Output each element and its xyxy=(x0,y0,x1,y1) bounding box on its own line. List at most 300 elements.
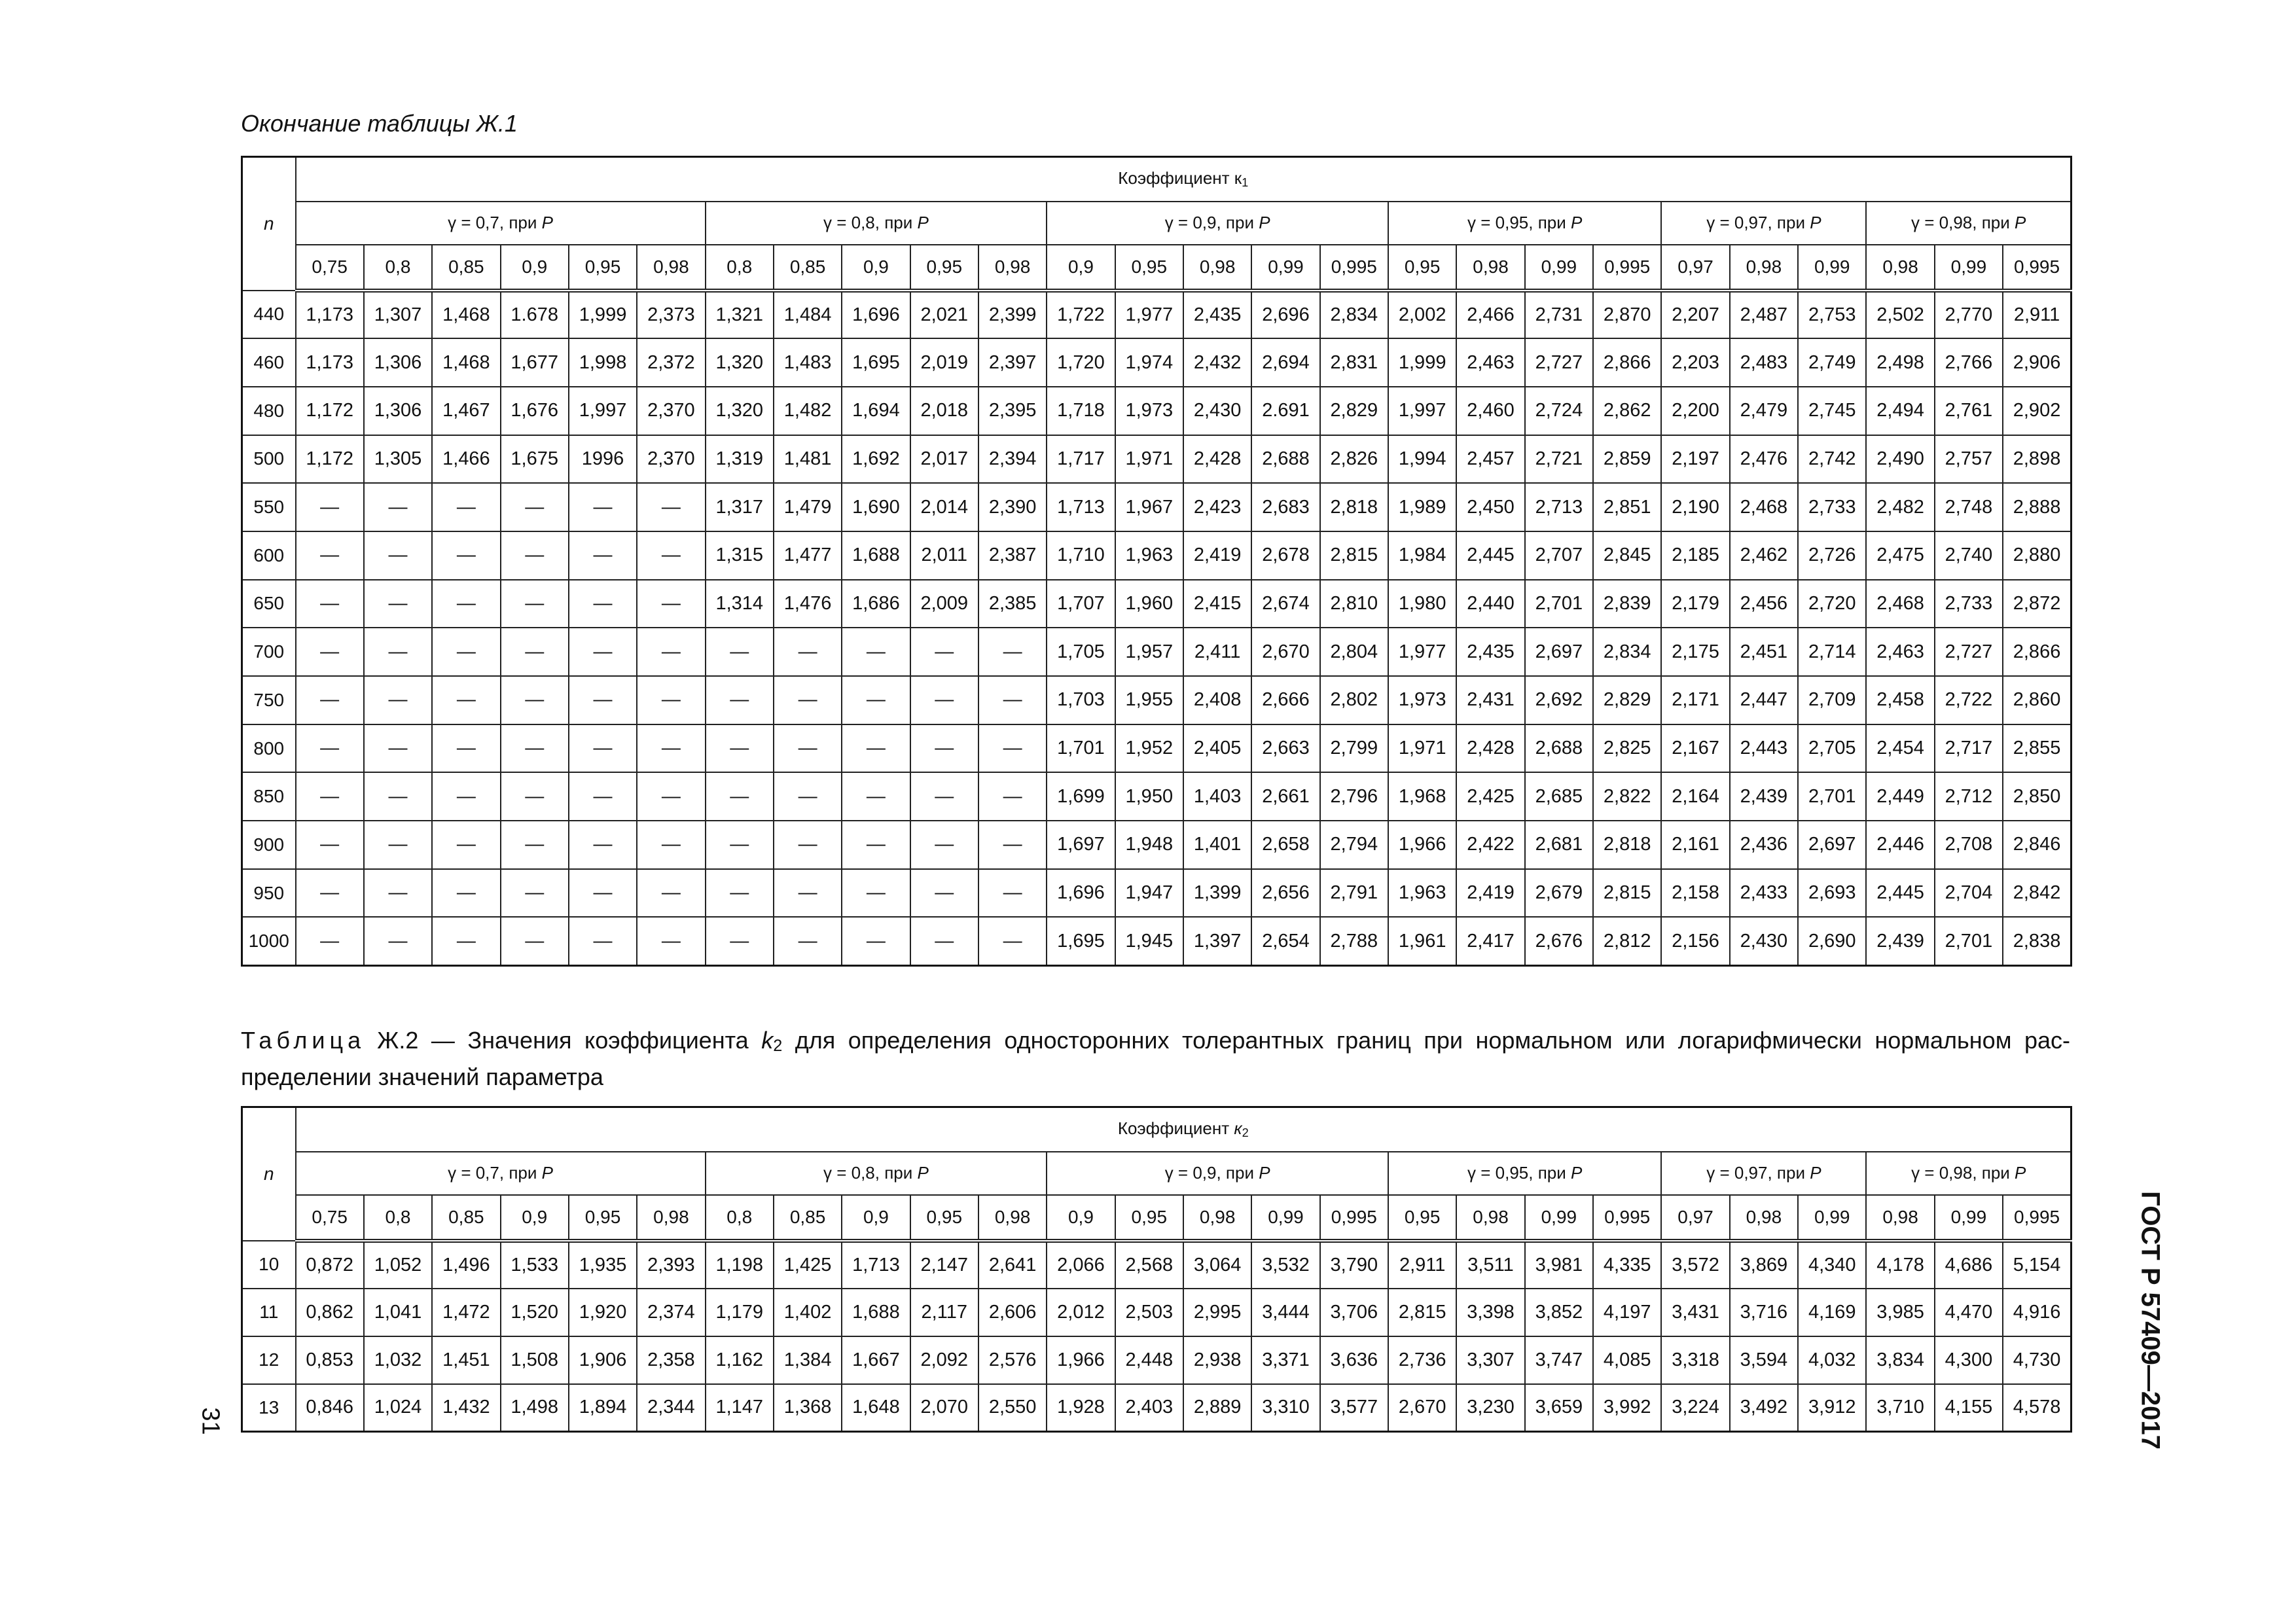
table-cell: 2,826 xyxy=(1320,435,1388,484)
table-cell: 1,052 xyxy=(364,1241,432,1289)
table-cell: — xyxy=(569,531,637,580)
table-cell: 1,173 xyxy=(296,291,364,339)
table-cell: — xyxy=(296,531,364,580)
table-cell: 2,690 xyxy=(1798,917,1866,965)
table-row xyxy=(242,917,2072,965)
n-column-header: n xyxy=(242,157,296,291)
table-row xyxy=(242,1336,2072,1384)
table-cell: 3,577 xyxy=(1320,1384,1388,1432)
table-cell: 2,372 xyxy=(637,338,705,387)
table-cell: — xyxy=(364,772,432,821)
row-n-cell: 10 xyxy=(242,1241,296,1289)
gamma-group-header: γ = 0,8, при P xyxy=(706,202,1047,245)
table-cell: 2,203 xyxy=(1661,338,1729,387)
table-cell: 2,722 xyxy=(1935,676,2003,724)
table-cell: — xyxy=(501,676,569,724)
p-value-header: 0,98 xyxy=(637,245,705,291)
table-cell: 2,468 xyxy=(1866,580,1934,628)
table-cell: 2,021 xyxy=(910,291,978,339)
gamma-group-header: γ = 0,7, при P xyxy=(296,202,706,245)
table-cell: — xyxy=(978,628,1047,676)
table-cell: 2,179 xyxy=(1661,580,1729,628)
table-cell: 2,663 xyxy=(1251,724,1319,773)
p-value-header: 0,95 xyxy=(1115,245,1183,291)
coefficient-header: Коэффициент $к_2$ xyxy=(296,1107,2072,1152)
table-cell: 2,156 xyxy=(1661,917,1729,965)
table-cell: 2,468 xyxy=(1730,483,1798,531)
table-cell: 2,788 xyxy=(1320,917,1388,965)
table-cell: 2,791 xyxy=(1320,869,1388,918)
table-cell: 1,675 xyxy=(501,435,569,484)
table-cell: 2,727 xyxy=(1935,628,2003,676)
table-cell: 2,502 xyxy=(1866,291,1934,339)
table-cell: 2,490 xyxy=(1866,435,1934,484)
table-cell: 2,207 xyxy=(1661,291,1729,339)
caption-text-before: Ж.2 — Значения коэффициента xyxy=(377,1027,762,1054)
table-cell: 2,701 xyxy=(1798,772,1866,821)
table-cell: 1,032 xyxy=(364,1336,432,1384)
table-row xyxy=(242,1384,2072,1432)
table-cell: — xyxy=(296,628,364,676)
table-cell: 3,710 xyxy=(1866,1384,1934,1432)
table-cell: 2,911 xyxy=(1388,1241,1456,1289)
table-cell: 2,818 xyxy=(1593,821,1661,869)
table-cell: 2,688 xyxy=(1251,435,1319,484)
table-cell: 1,667 xyxy=(842,1336,910,1384)
table-cell: — xyxy=(296,580,364,628)
table-cell: 2,839 xyxy=(1593,580,1661,628)
p-value-header: 0,98 xyxy=(978,1195,1047,1241)
table-cell: — xyxy=(296,869,364,918)
table-cell: 1,508 xyxy=(501,1336,569,1384)
table-cell: 3,532 xyxy=(1251,1241,1319,1289)
table-cell: — xyxy=(432,580,500,628)
n-column-header: n xyxy=(242,1107,296,1241)
table-cell: 2,482 xyxy=(1866,483,1934,531)
table-cell: 4,578 xyxy=(2003,1384,2071,1432)
table-cell: 1,320 xyxy=(706,338,774,387)
p-value-header: 0,8 xyxy=(364,245,432,291)
table-cell: 2,766 xyxy=(1935,338,2003,387)
table-cell: 1,468 xyxy=(432,291,500,339)
table-cell: 3,224 xyxy=(1661,1384,1729,1432)
table-row xyxy=(242,869,2072,918)
table-cell: 1,707 xyxy=(1047,580,1115,628)
table-cell: 1,690 xyxy=(842,483,910,531)
table-cell: 1,307 xyxy=(364,291,432,339)
table-cell: — xyxy=(364,580,432,628)
table-cell: 2,117 xyxy=(910,1289,978,1336)
table-cell: 1,997 xyxy=(569,387,637,435)
table-cell: 1.678 xyxy=(501,291,569,339)
row-n-cell: 13 xyxy=(242,1384,296,1432)
row-n-cell: 440 xyxy=(242,291,296,339)
table-cell: 2,850 xyxy=(2003,772,2071,821)
p-value-header: 0,98 xyxy=(1183,245,1251,291)
table-cell: 2,435 xyxy=(1456,628,1524,676)
table-cell: 1,451 xyxy=(432,1336,500,1384)
table-cell: — xyxy=(637,772,705,821)
table-cell: 2,419 xyxy=(1456,869,1524,918)
p-value-header: 0,98 xyxy=(637,1195,705,1241)
table-cell: 1,179 xyxy=(706,1289,774,1336)
table-cell: 2,709 xyxy=(1798,676,1866,724)
p-value-header: 0,99 xyxy=(1525,1195,1593,1241)
table-cell: 2,175 xyxy=(1661,628,1729,676)
table-cell: 1,722 xyxy=(1047,291,1115,339)
table-cell: — xyxy=(978,917,1047,965)
table-cell: 2,428 xyxy=(1183,435,1251,484)
table-cell: — xyxy=(364,483,432,531)
table-cell: 1,468 xyxy=(432,338,500,387)
table-cell: — xyxy=(569,483,637,531)
table-cell: 1,973 xyxy=(1388,676,1456,724)
gamma-group-header: γ = 0,98, при P xyxy=(1866,202,2071,245)
p-value-header: 0,9 xyxy=(501,1195,569,1241)
table-cell: 2,417 xyxy=(1456,917,1524,965)
table-cell: 2,731 xyxy=(1525,291,1593,339)
row-n-cell: 500 xyxy=(242,435,296,484)
table-zh2-caption xyxy=(241,1025,2070,1093)
table-cell: 2,397 xyxy=(978,338,1047,387)
table-cell: 2,387 xyxy=(978,531,1047,580)
table-cell: 1,699 xyxy=(1047,772,1115,821)
table-cell: — xyxy=(842,628,910,676)
table-cell: 1,713 xyxy=(842,1241,910,1289)
table-cell: 4,340 xyxy=(1798,1241,1866,1289)
table-cell: 1,718 xyxy=(1047,387,1115,435)
table-cell: 2,431 xyxy=(1456,676,1524,724)
table-cell: — xyxy=(501,821,569,869)
table-cell: 1,402 xyxy=(774,1289,842,1336)
table-cell: 2,460 xyxy=(1456,387,1524,435)
table-cell: 2,449 xyxy=(1866,772,1934,821)
table-cell: 2,911 xyxy=(2003,291,2071,339)
p-value-header: 0,85 xyxy=(432,1195,500,1241)
table-cell: 1,977 xyxy=(1115,291,1183,339)
table-cell: 1,024 xyxy=(364,1384,432,1432)
table-cell: 2,445 xyxy=(1456,531,1524,580)
table-cell: 2,568 xyxy=(1115,1241,1183,1289)
table-cell: 1,980 xyxy=(1388,580,1456,628)
table-cell: — xyxy=(978,676,1047,724)
table-cell: 2,161 xyxy=(1661,821,1729,869)
table-cell: 2,701 xyxy=(1935,917,2003,965)
table-cell: 2,859 xyxy=(1593,435,1661,484)
table-cell: — xyxy=(774,821,842,869)
caption-subscript: 2 xyxy=(773,1037,783,1055)
table-cell: 2,727 xyxy=(1525,338,1593,387)
table-cell: 2,860 xyxy=(2003,676,2071,724)
table-cell: 1,520 xyxy=(501,1289,569,1336)
p-value-header: 0,9 xyxy=(1047,1195,1115,1241)
table-cell: 2,889 xyxy=(1183,1384,1251,1432)
table-cell: 1,977 xyxy=(1388,628,1456,676)
row-n-cell: 950 xyxy=(242,869,296,918)
table-cell: 2,845 xyxy=(1593,531,1661,580)
table-cell: 2,014 xyxy=(910,483,978,531)
table-cell: 1,998 xyxy=(569,338,637,387)
table-cell: 1,306 xyxy=(364,387,432,435)
p-value-header: 0,995 xyxy=(1320,1195,1388,1241)
table-cell: 2,717 xyxy=(1935,724,2003,773)
table-continuation-caption: Окончание таблицы Ж.1 xyxy=(241,110,518,137)
table-cell: 2,370 xyxy=(637,435,705,484)
table-cell: 4,197 xyxy=(1593,1289,1661,1336)
table-cell: 1,198 xyxy=(706,1241,774,1289)
table-cell: 2,825 xyxy=(1593,724,1661,773)
table-cell: — xyxy=(706,869,774,918)
row-n-cell: 750 xyxy=(242,676,296,724)
table-cell: 1,971 xyxy=(1388,724,1456,773)
table-cell: 2,440 xyxy=(1456,580,1524,628)
table-cell: 2,815 xyxy=(1593,869,1661,918)
table-cell: 1,973 xyxy=(1115,387,1183,435)
p-value-header: 0,995 xyxy=(2003,245,2071,291)
table-cell: — xyxy=(364,676,432,724)
table-cell: 2,654 xyxy=(1251,917,1319,965)
table-cell: 2,012 xyxy=(1047,1289,1115,1336)
table-cell: — xyxy=(364,917,432,965)
table-cell: 2,902 xyxy=(2003,387,2071,435)
table-cell: 3,852 xyxy=(1525,1289,1593,1336)
table-cell: 1,686 xyxy=(842,580,910,628)
p-value-header: 0,95 xyxy=(1388,245,1456,291)
table-cell: 1,467 xyxy=(432,387,500,435)
row-n-cell: 700 xyxy=(242,628,296,676)
p-value-header: 0,98 xyxy=(1183,1195,1251,1241)
table-cell: 2,822 xyxy=(1593,772,1661,821)
p-value-header: 0,995 xyxy=(1593,245,1661,291)
table-cell: 1,695 xyxy=(1047,917,1115,965)
table-cell: 2,701 xyxy=(1525,580,1593,628)
table-cell: 5,154 xyxy=(2003,1241,2071,1289)
table-cell: 2,753 xyxy=(1798,291,1866,339)
gamma-group-header: γ = 0,95, при P xyxy=(1388,202,1661,245)
p-value-header: 0,98 xyxy=(1456,1195,1524,1241)
table-cell: 1,147 xyxy=(706,1384,774,1432)
table-cell: — xyxy=(910,724,978,773)
table-cell: — xyxy=(432,676,500,724)
table-cell: — xyxy=(501,531,569,580)
row-n-cell: 850 xyxy=(242,772,296,821)
table-cell: 2,200 xyxy=(1661,387,1729,435)
table-cell: 2,815 xyxy=(1320,531,1388,580)
table-cell: 2,683 xyxy=(1251,483,1319,531)
table-cell: 1,967 xyxy=(1115,483,1183,531)
table-cell: 2,661 xyxy=(1251,772,1319,821)
table-cell: 2,842 xyxy=(2003,869,2071,918)
table-cell: 1,705 xyxy=(1047,628,1115,676)
p-value-header: 0,75 xyxy=(296,245,364,291)
table-cell: 2,606 xyxy=(978,1289,1047,1336)
table-cell: 1,974 xyxy=(1115,338,1183,387)
table-cell: — xyxy=(501,628,569,676)
p-value-header: 0,98 xyxy=(978,245,1047,291)
table-cell: 2,804 xyxy=(1320,628,1388,676)
table-cell: — xyxy=(296,917,364,965)
table-cell: — xyxy=(842,917,910,965)
table-cell: — xyxy=(569,917,637,965)
table-cell: 1,314 xyxy=(706,580,774,628)
table-cell: 2,432 xyxy=(1183,338,1251,387)
table-cell: 2,708 xyxy=(1935,821,2003,869)
table-cell: 2,164 xyxy=(1661,772,1729,821)
table-cell: 4,032 xyxy=(1798,1336,1866,1384)
table-cell: 3,834 xyxy=(1866,1336,1934,1384)
table-cell: 2,906 xyxy=(2003,338,2071,387)
table-cell: — xyxy=(842,772,910,821)
table-cell: 1,720 xyxy=(1047,338,1115,387)
gamma-group-header: γ = 0,95, при P xyxy=(1388,1152,1661,1195)
table-cell: — xyxy=(432,531,500,580)
table-cell: 2,395 xyxy=(978,387,1047,435)
table-cell: 2,641 xyxy=(978,1241,1047,1289)
table-cell: 1,894 xyxy=(569,1384,637,1432)
table-cell: 1,948 xyxy=(1115,821,1183,869)
table-cell: 2,393 xyxy=(637,1241,705,1289)
p-value-header: 0,995 xyxy=(1593,1195,1661,1241)
table-cell: — xyxy=(774,628,842,676)
p-value-header: 0,99 xyxy=(1935,1195,2003,1241)
table-cell: 2,425 xyxy=(1456,772,1524,821)
table-cell: — xyxy=(774,772,842,821)
table-cell: 2,009 xyxy=(910,580,978,628)
table-cell: 2,812 xyxy=(1593,917,1661,965)
table-cell: 3,444 xyxy=(1251,1289,1319,1336)
table-cell: 1,703 xyxy=(1047,676,1115,724)
table-cell: 1,041 xyxy=(364,1289,432,1336)
table-cell: 2,938 xyxy=(1183,1336,1251,1384)
table-cell: 2,658 xyxy=(1251,821,1319,869)
table-cell: — xyxy=(432,483,500,531)
table-cell: 2,736 xyxy=(1388,1336,1456,1384)
table-row xyxy=(242,580,2072,628)
table-cell: 2,385 xyxy=(978,580,1047,628)
table-row xyxy=(242,531,2072,580)
table-row xyxy=(242,387,2072,435)
p-value-header: 0,95 xyxy=(910,1195,978,1241)
table-cell: 2,713 xyxy=(1525,483,1593,531)
table-cell: 2,399 xyxy=(978,291,1047,339)
table-label: Таблица xyxy=(241,1027,366,1054)
table-cell: 1,994 xyxy=(1388,435,1456,484)
table-cell: 1,935 xyxy=(569,1241,637,1289)
table-cell: 1,961 xyxy=(1388,917,1456,965)
table-row xyxy=(242,338,2072,387)
table-cell: — xyxy=(432,628,500,676)
p-value-header: 0,99 xyxy=(1251,245,1319,291)
table-cell: 1,533 xyxy=(501,1241,569,1289)
table-cell: 2,463 xyxy=(1866,628,1934,676)
row-n-cell: 550 xyxy=(242,483,296,531)
table-cell: 2,679 xyxy=(1525,869,1593,918)
table-cell: 1,966 xyxy=(1388,821,1456,869)
table-cell: 2.691 xyxy=(1251,387,1319,435)
page-number: 31 xyxy=(196,1407,224,1435)
table-cell: — xyxy=(637,531,705,580)
table-cell: 1,496 xyxy=(432,1241,500,1289)
row-n-cell: 600 xyxy=(242,531,296,580)
table-cell: 2,419 xyxy=(1183,531,1251,580)
table-cell: 3,992 xyxy=(1593,1384,1661,1432)
table-cell: 2,794 xyxy=(1320,821,1388,869)
table-cell: 1,315 xyxy=(706,531,774,580)
table-row xyxy=(242,821,2072,869)
table-cell: 1,317 xyxy=(706,483,774,531)
table-cell: 1,484 xyxy=(774,291,842,339)
table-cell: 4,085 xyxy=(1593,1336,1661,1384)
table-cell: 2,749 xyxy=(1798,338,1866,387)
p-value-header: 0,85 xyxy=(774,245,842,291)
table-cell: 2,870 xyxy=(1593,291,1661,339)
table-cell: 1,710 xyxy=(1047,531,1115,580)
table-cell: 1,696 xyxy=(1047,869,1115,918)
table-cell: 3,747 xyxy=(1525,1336,1593,1384)
table-cell: 1,676 xyxy=(501,387,569,435)
table-cell: 2,674 xyxy=(1251,580,1319,628)
table-cell: 1,403 xyxy=(1183,772,1251,821)
table-cell: 1996 xyxy=(569,435,637,484)
table-cell: 3,492 xyxy=(1730,1384,1798,1432)
table-cell: 1,482 xyxy=(774,387,842,435)
table-cell: 3,981 xyxy=(1525,1241,1593,1289)
table-cell: 2,834 xyxy=(1320,291,1388,339)
table-cell: 1,999 xyxy=(1388,338,1456,387)
table-cell: 3,318 xyxy=(1661,1336,1729,1384)
table-cell: 2,447 xyxy=(1730,676,1798,724)
table-cell: 1,321 xyxy=(706,291,774,339)
p-value-header: 0,97 xyxy=(1661,1195,1729,1241)
table-cell: 2,448 xyxy=(1115,1336,1183,1384)
table-cell: 2,422 xyxy=(1456,821,1524,869)
table-cell: — xyxy=(364,724,432,773)
table-cell: 1,947 xyxy=(1115,869,1183,918)
gamma-group-header: γ = 0,97, при P xyxy=(1661,202,1866,245)
table-cell: 1,401 xyxy=(1183,821,1251,869)
table-cell: — xyxy=(706,724,774,773)
table-cell: 1,481 xyxy=(774,435,842,484)
table-cell: — xyxy=(364,531,432,580)
table-cell: 2,815 xyxy=(1388,1289,1456,1336)
table-cell: 2,415 xyxy=(1183,580,1251,628)
table-cell: — xyxy=(569,724,637,773)
table-cell: — xyxy=(432,869,500,918)
table-cell: — xyxy=(910,869,978,918)
table-zh1-end xyxy=(241,156,2072,967)
table-cell: 2,666 xyxy=(1251,676,1319,724)
p-value-header: 0,98 xyxy=(1866,245,1934,291)
table-cell: — xyxy=(774,676,842,724)
table-cell: 2,066 xyxy=(1047,1241,1115,1289)
table-cell: 2,370 xyxy=(637,387,705,435)
table-cell: — xyxy=(432,917,500,965)
p-value-header: 0,9 xyxy=(842,245,910,291)
gamma-group-header: γ = 0,7, при P xyxy=(296,1152,706,1195)
p-value-header: 0,85 xyxy=(432,245,500,291)
table-cell: 1,963 xyxy=(1388,869,1456,918)
table-row xyxy=(242,1241,2072,1289)
table-cell: — xyxy=(978,821,1047,869)
table-cell: 2,829 xyxy=(1593,676,1661,724)
table-cell: 2,405 xyxy=(1183,724,1251,773)
table-cell: 2,430 xyxy=(1183,387,1251,435)
table-cell: — xyxy=(364,628,432,676)
table-cell: — xyxy=(842,724,910,773)
table-cell: 1,305 xyxy=(364,435,432,484)
table-cell: 3,912 xyxy=(1798,1384,1866,1432)
table-cell: 2,688 xyxy=(1525,724,1593,773)
